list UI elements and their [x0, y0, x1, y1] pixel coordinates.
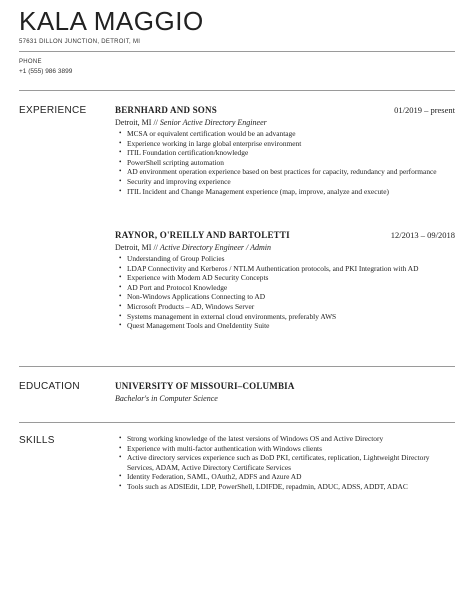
job-location: Detroit, MI // — [115, 243, 158, 252]
phone-number: +1 (555) 986 3899 — [19, 68, 73, 75]
list-item: • Non-Windows Applications Connecting to AD — [127, 292, 455, 302]
candidate-name: KALA MAGGIO — [19, 6, 204, 36]
list-item: • Security and improving experience — [127, 177, 455, 187]
skills-entry — [115, 434, 455, 492]
job-entry — [115, 105, 455, 196]
phone-label: PHONE — [19, 59, 42, 65]
job-dates: 12/2013 – 09/2018 — [390, 230, 455, 240]
list-item: • Systems management in external cloud environments, preferably AWS — [127, 312, 455, 322]
experience-section-title: EXPERIENCE — [19, 105, 87, 116]
list-item: • Experience with Modern AD Security Concepts — [127, 273, 455, 283]
list-item: • LDAP Connectivity and Kerberos / NTLM Authentication protocols, and PKI Integration with AD — [127, 264, 455, 274]
education-divider — [19, 422, 455, 423]
job-bullets — [115, 254, 455, 331]
job-subtitle — [115, 118, 455, 127]
job-bullets — [115, 129, 455, 196]
resume-header — [19, 6, 455, 45]
job-role: Active Directory Engineer / Admin — [159, 243, 271, 252]
job-company: RAYNOR, O'REILLY AND BARTOLETTI — [115, 230, 290, 240]
list-item: • AD Port and Protocol Knowledge — [127, 283, 455, 293]
job-location: Detroit, MI // — [115, 118, 158, 127]
list-item: • MCSA or equivalent certification would be an advantage — [127, 129, 455, 139]
contact-divider — [19, 90, 455, 91]
education-entry — [115, 381, 455, 403]
list-item: • Understanding of Group Policies — [127, 254, 455, 264]
list-item: • Microsoft Products – AD, Windows Server — [127, 302, 455, 312]
candidate-address: 57631 DILLON JUNCTION, DETROIT, MI — [19, 39, 141, 45]
list-item: • PowerShell scripting automation — [127, 158, 455, 168]
job-dates: 01/2019 – present — [394, 105, 455, 115]
list-item: • Experience working in large global enterprise environment — [127, 139, 455, 149]
header-divider — [19, 51, 455, 52]
list-item: • AD environment operation experience based on best practices for capacity, redundancy and performance — [127, 167, 455, 177]
experience-divider — [19, 366, 455, 367]
degree: Bachelor's in Computer Science — [115, 394, 218, 403]
list-item: • Active directory services experience such as DoD PKI, certificates, replication, Lightweight Directory Services, ADAM, Active Directory Certificate Services — [127, 453, 455, 472]
list-item: • Strong working knowledge of the latest versions of Windows OS and Active Directory — [127, 434, 455, 444]
job-subtitle — [115, 243, 455, 252]
list-item: • Tools such as ADSIEdit, LDP, PowerShell, LDIFDE, repadmin, ADUC, ADSS, ADDT, ADAC — [127, 482, 455, 492]
list-item: • Quest Management Tools and OneIdentity Suite — [127, 321, 455, 331]
job-role: Senior Active Directory Engineer — [159, 118, 267, 127]
job-entry — [115, 230, 455, 331]
list-item: • ITIL Incident and Change Management experience (map, improve, analyze and execute) — [127, 187, 455, 197]
job-company: BERNHARD AND SONS — [115, 105, 217, 115]
list-item: • ITIL Foundation certification/knowledge — [127, 148, 455, 158]
school-name: UNIVERSITY OF MISSOURI–COLUMBIA — [115, 381, 295, 391]
list-item: • Identity Federation, SAML, OAuth2, ADFS and Azure AD — [127, 472, 455, 482]
list-item: • Experience with multi-factor authentication with Windows clients — [127, 444, 455, 454]
skills-section-title: SKILLS — [19, 435, 55, 446]
skills-bullets — [115, 434, 455, 492]
education-section-title: EDUCATION — [19, 381, 80, 392]
